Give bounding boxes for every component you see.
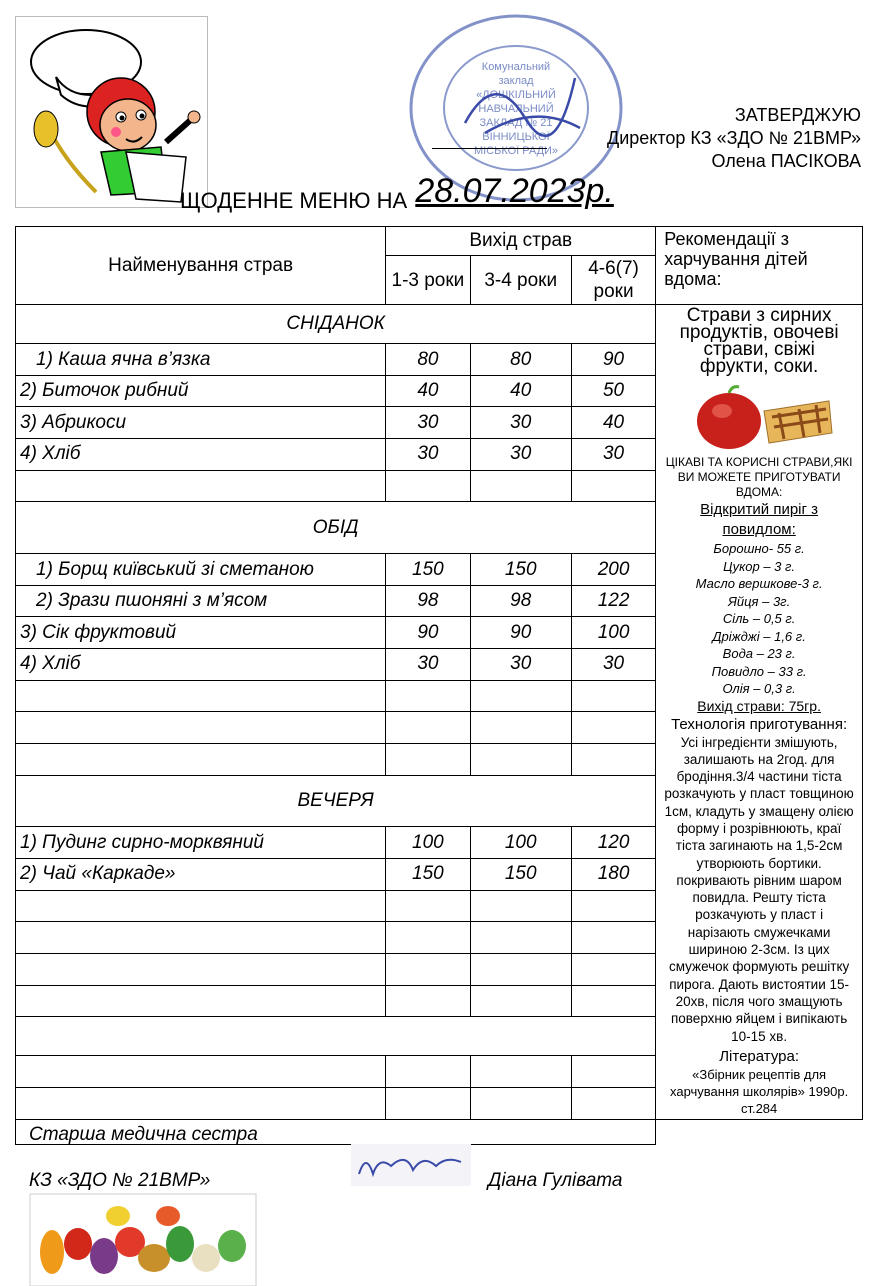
ingredient: Повидло – 33 г. (711, 663, 807, 679)
dish-name: 2) Зрази пшоняні з м’ясом (16, 585, 386, 617)
portion-1-3: 150 (386, 859, 470, 891)
portion-1-3: 30 (386, 439, 470, 471)
portion-1-3: 150 (386, 554, 470, 586)
ingredient: Олія – 0,3 г. (722, 681, 796, 696)
technology-text: Усі інгредієнти змішують, залишають на 2год. для бродіння.3/4 частини тіста розкачують у пласт товщиною 1см, кладуть у змащену олією форму і розрівнюють, краї тіста загинають на 1,5-2см утворюють бортики. покривають рівним шаром повидла. Решту тіста розкачують у пласт і нарізають смужечками шириною 2-3см. Із цих смужечок формують решітку пирога. Дають вистоятии 15-20хв, після чого змащують поверхню яйцем і випікають 10-15 хв. (664, 734, 854, 1044)
ingredient: Яйця – 3г. (728, 593, 791, 609)
header-age-4-6: 4-6(7) роки (571, 256, 655, 305)
ingredient-list (662, 540, 856, 698)
portion-4-6: 40 (571, 407, 655, 439)
portion-4-6: 100 (571, 617, 655, 649)
portion-4-6: 200 (571, 554, 655, 586)
footer-signature-block (16, 1119, 656, 1191)
ingredient: Дріжджі – 1,6 г. (712, 628, 806, 644)
apple-and-pie-image (684, 383, 834, 453)
header-dish: Найменування страв (16, 227, 386, 305)
dish-name: 3) Абрикоси (16, 407, 386, 439)
ingredient: Сіль – 0,5 г. (722, 611, 796, 626)
portion-3-4: 90 (470, 617, 571, 649)
portion-4-6: 30 (571, 649, 655, 681)
portion-4-6: 50 (571, 375, 655, 407)
portion-1-3: 90 (386, 617, 470, 649)
dish-name: 4) Хліб (16, 649, 386, 681)
svg-text:ВІННИЦЬКОЇ: ВІННИЦЬКОЇ (482, 131, 550, 143)
ingredient: Масло вершкове-3 г. (695, 576, 823, 591)
portion-3-4: 30 (470, 407, 571, 439)
svg-text:ЗАКЛАД № 21: ЗАКЛАД № 21 (479, 117, 553, 129)
dish-name: 1) Каша ячна в’язка (16, 344, 386, 376)
portion-4-6: 30 (571, 439, 655, 471)
ingredient: Вода – 23 г. (722, 646, 796, 661)
approval-title: ЗАТВЕРДЖУЮ (734, 105, 861, 125)
approval-name: Олена ПАСІКОВА (711, 151, 861, 171)
menu-date: 28.07.2023р. (415, 172, 614, 210)
header-output: Вихід страв (386, 227, 656, 256)
rec-intro: Страви з сирних продуктів, овочеві страви, свіжі фрукти, соки. (679, 305, 839, 377)
nurse-position: Старша медична сестра (29, 1123, 258, 1145)
header-recommendations: Рекомендації з харчування дітей вдома: (656, 227, 863, 305)
portion-1-3: 30 (386, 407, 470, 439)
dish-name: 4) Хліб (16, 439, 386, 471)
svg-text:«ДОШКІЛЬНИЙ: «ДОШКІЛЬНИЙ (476, 89, 556, 101)
portion-3-4: 150 (470, 859, 571, 891)
menu-table (15, 226, 863, 1191)
nurse-signature (351, 1144, 471, 1186)
dish-name: 1) Пудинг сирно-морквяний (16, 827, 386, 859)
svg-text:НАВЧАЛЬНИЙ: НАВЧАЛЬНИЙ (478, 103, 554, 115)
recipe-title: Відкритий пиріг з повидлом: (700, 501, 819, 538)
portion-3-4: 30 (470, 439, 571, 471)
dish-name: 1) Борщ київський зі сметаною (16, 554, 386, 586)
ingredient: Борошно- 55 г. (713, 541, 805, 556)
section-lunch: ОБІД (16, 502, 656, 554)
dish-name: 3) Сік фруктовий (16, 617, 386, 649)
technology-title: Технологія приготування: (671, 715, 848, 733)
menu-title (180, 172, 614, 217)
ingredient: Цукор – 3 г. (723, 558, 796, 574)
portion-3-4: 40 (470, 375, 571, 407)
menu-title-label: ЩОДЕННЕ МЕНЮ НА (180, 188, 408, 213)
nurse-name: Діана Гулівата (488, 1169, 623, 1191)
svg-text:заклад: заклад (498, 75, 534, 87)
signature-line (432, 148, 547, 149)
approval-block (607, 104, 861, 173)
portion-1-3: 100 (386, 827, 470, 859)
rec-interesting: ЦІКАВІ ТА КОРИСНІ СТРАВИ,ЯКІ ВИ МОЖЕТЕ ПРИГОТУВАТИ ВДОМА: (665, 455, 853, 499)
portion-4-6: 120 (571, 827, 655, 859)
literature-title: Література: (719, 1047, 800, 1065)
literature-text: «Збірник рецептів для харчування школярів» 1990р. ст.284 (669, 1066, 849, 1116)
portion-4-6: 122 (571, 585, 655, 617)
portion-1-3: 40 (386, 375, 470, 407)
svg-text:Комунальний: Комунальний (481, 61, 551, 73)
recipe-output: Вихід страви: 75гр. (697, 697, 821, 714)
dish-name: 2) Биточок рибний (16, 375, 386, 407)
portion-3-4: 30 (470, 649, 571, 681)
portion-1-3: 30 (386, 649, 470, 681)
portion-1-3: 98 (386, 585, 470, 617)
vegetables-image (30, 1194, 256, 1286)
approval-position: Директор КЗ «ЗДО № 21ВМР» (607, 128, 861, 148)
portion-4-6: 90 (571, 344, 655, 376)
portion-3-4: 98 (470, 585, 571, 617)
recommendations-cell (656, 305, 863, 1120)
portion-3-4: 80 (470, 344, 571, 376)
portion-3-4: 150 (470, 554, 571, 586)
section-breakfast: СНІДАНОК (16, 305, 656, 344)
header-age-1-3: 1-3 роки (386, 256, 470, 305)
svg-text:МІСЬКОЇ РАДИ»: МІСЬКОЇ РАДИ» (473, 145, 559, 157)
portion-3-4: 100 (470, 827, 571, 859)
portion-1-3: 80 (386, 344, 470, 376)
dish-name: 2) Чай «Каркаде» (16, 859, 386, 891)
header-age-3-4: 3-4 роки (470, 256, 571, 305)
nurse-institution: КЗ «ЗДО № 21ВМР» (29, 1169, 211, 1191)
section-dinner: ВЕЧЕРЯ (16, 775, 656, 827)
portion-4-6: 180 (571, 859, 655, 891)
